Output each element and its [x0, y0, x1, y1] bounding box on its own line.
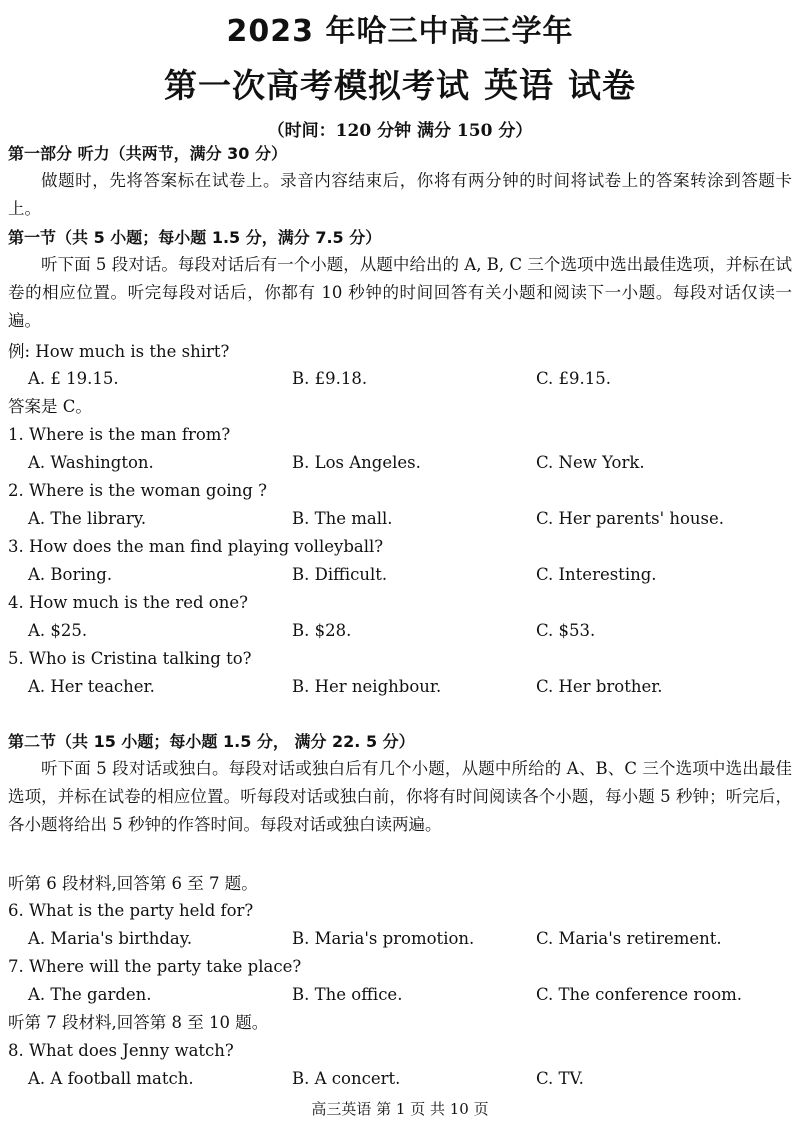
q3-option-c: C. Interesting.	[536, 565, 657, 584]
question-7: 7. Where will the party take place?	[8, 957, 302, 976]
q4-option-c: C. $53.	[536, 621, 596, 640]
page-footer: 高三英语 第 1 页 共 10 页	[311, 1100, 489, 1118]
exam-time-info: （时间：120 分钟 满分 150 分）	[267, 121, 533, 141]
q1-option-b: B. Los Angeles.	[292, 453, 421, 472]
example-option-b: B. £9.18.	[292, 369, 368, 388]
q3-option-b: B. Difficult.	[292, 565, 388, 584]
q6-option-b: B. Maria's promotion.	[292, 929, 475, 948]
section2-title: 第二节（共 15 小题；每小题 1.5 分， 满分 22. 5 分）	[8, 732, 415, 751]
q6-option-c: C. Maria's retirement.	[536, 929, 722, 948]
q8-option-b: B. A concert.	[292, 1069, 401, 1088]
question-5: 5. Who is Cristina talking to?	[8, 649, 252, 668]
section1-title: 第一节（共 5 小题；每小题 1.5 分，满分 7.5 分）	[8, 228, 382, 247]
question-2: 2. Where is the woman going ?	[8, 481, 267, 500]
q2-option-c: C. Her parents' house.	[536, 509, 725, 528]
section2-instructions: 听下面 5 段对话或独白。每段对话或独白后有几个小题，从题中所给的 A、B、C 三个选项中选出最佳选项，并标在试卷的相应位置。听每段对话或独白前，你将有时间阅读各个小题，每小题 5 秒钟；听完后，各小题将给出 5 秒钟的作答时间。每段对话或独白读两遍。	[8, 759, 792, 834]
q7-option-a: A. The garden.	[28, 985, 152, 1004]
example-option-c: C. £9.15.	[536, 369, 612, 388]
q1-option-c: C. New York.	[536, 453, 645, 472]
q2-option-a: A. The library.	[28, 509, 147, 528]
q3-option-a: A. Boring.	[28, 565, 113, 584]
exam-title-line2	[0, 58, 800, 107]
q4-option-a: A. $25.	[28, 621, 88, 640]
q5-option-a: A. Her teacher.	[28, 677, 155, 696]
question-4: 4. How much is the red one?	[8, 593, 248, 612]
part1-instructions: 做题时，先将答案标在试卷上。录音内容结束后，你将有两分钟的时间将试卷上的答案转涂到答题卡上。	[8, 171, 792, 218]
q5-option-b: B. Her neighbour.	[292, 677, 442, 696]
q2-option-b: B. The mall.	[292, 509, 393, 528]
exam-title-line1: 2023 年哈三中高三学年	[226, 14, 574, 49]
question-8: 8. What does Jenny watch?	[8, 1041, 234, 1060]
question-3: 3. How does the man find playing volleyball?	[8, 537, 384, 556]
section1-instructions: 听下面 5 段对话。每段对话后有一个小题，从题中给出的 A, B, C 三个选项中选出最佳选项，并标在试卷的相应位置。听完每段对话后，你都有 10 秒钟的时间回答有关小题和阅读下一小题。每段对话仅读一遍。	[8, 255, 792, 330]
q8-option-c: C. TV.	[536, 1069, 584, 1088]
part1-title: 第一部分 听力（共两节，满分 30 分）	[8, 144, 287, 163]
example-question: 例: How much is the shirt?	[8, 342, 230, 361]
material-7-note: 听第 7 段材料,回答第 8 至 10 题。	[8, 1013, 269, 1032]
q1-option-a: A. Washington.	[28, 453, 154, 472]
q6-option-a: A. Maria's birthday.	[28, 929, 193, 948]
question-1: 1. Where is the man from?	[8, 425, 231, 444]
q7-option-c: C. The conference room.	[536, 985, 743, 1004]
exam-title-left: 第一次高考模拟考试	[164, 66, 470, 105]
exam-subject: 英语	[484, 66, 554, 106]
q7-option-b: B. The office.	[292, 985, 403, 1004]
q8-option-a: A. A football match.	[28, 1069, 194, 1088]
example-option-a: A. £ 19.15.	[28, 369, 119, 388]
question-6: 6. What is the party held for?	[8, 901, 254, 920]
q5-option-c: C. Her brother.	[536, 677, 663, 696]
q4-option-b: B. $28.	[292, 621, 352, 640]
example-answer: 答案是 C。	[8, 397, 92, 416]
material-6-note: 听第 6 段材料,回答第 6 至 7 题。	[8, 874, 258, 893]
exam-title-right: 试卷	[568, 66, 636, 105]
